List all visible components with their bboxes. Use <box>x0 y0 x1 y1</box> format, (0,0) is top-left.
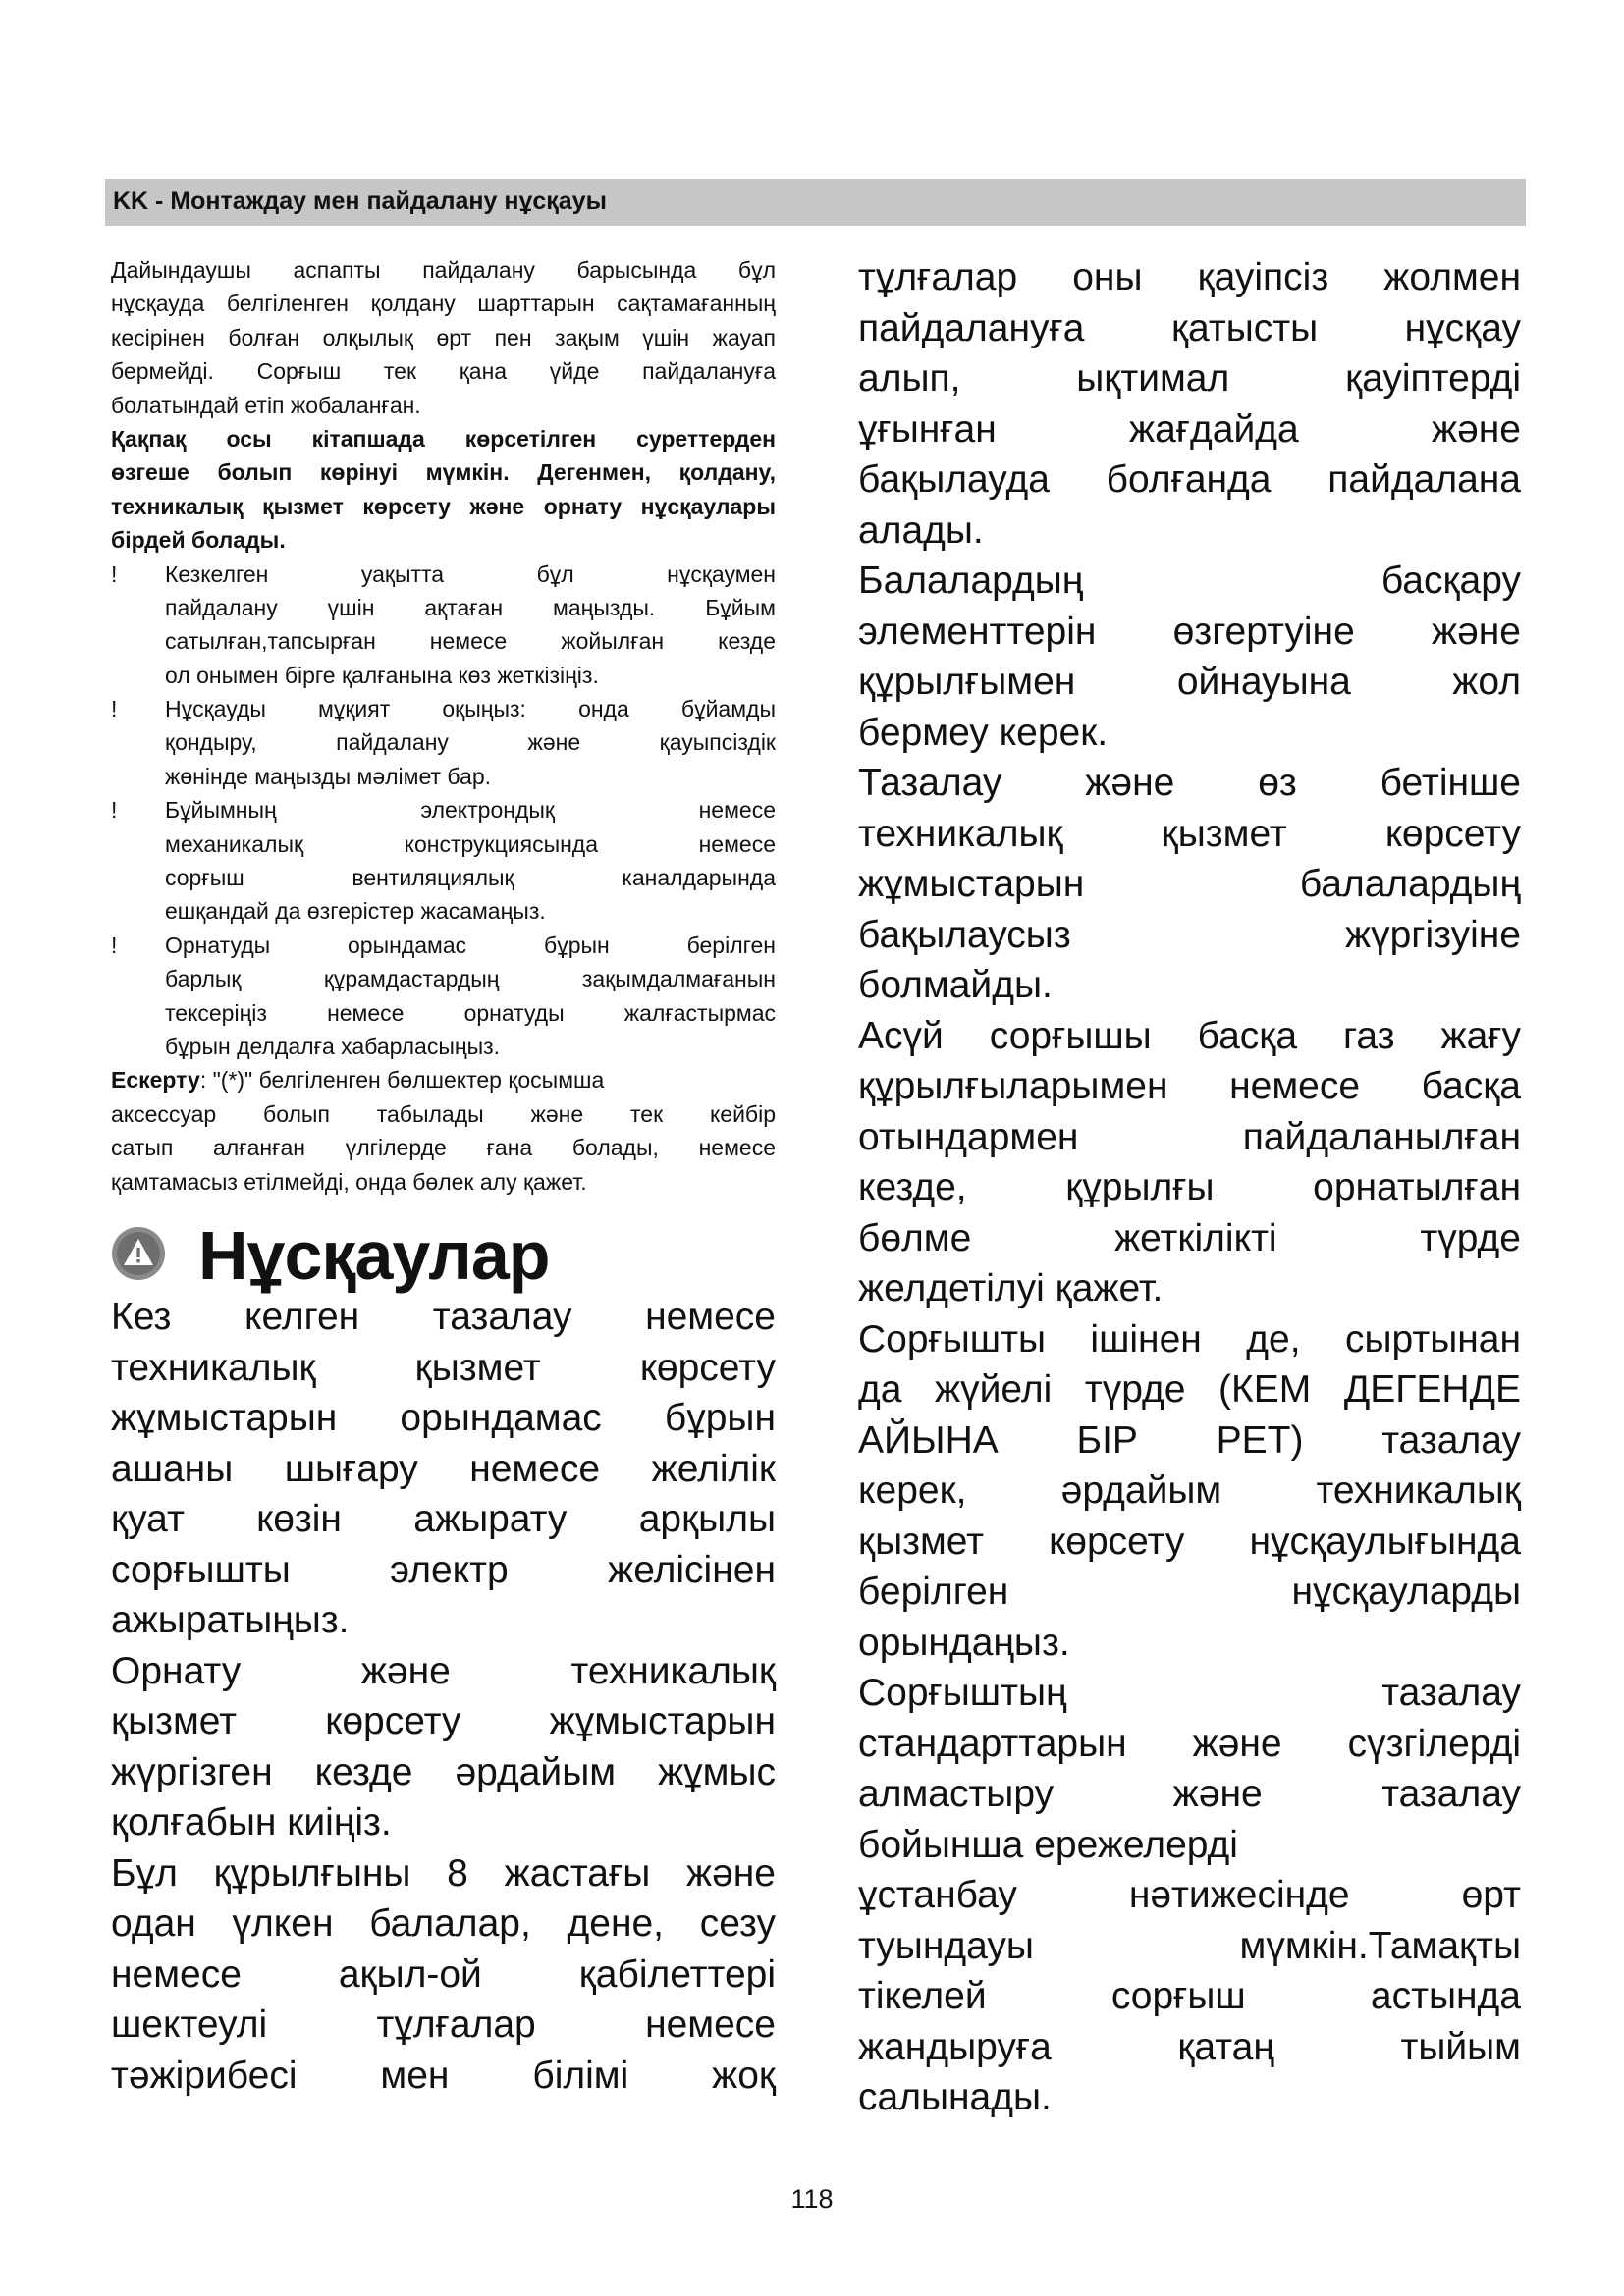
body-line: шектеулі тұлғалар немесе <box>111 2003 776 2046</box>
body-line: кезде, құрылғы орнатылған <box>858 1166 1521 1208</box>
body-line: АЙЫНА БІР РЕТ) тазалау <box>858 1418 1521 1462</box>
body-line: отындармен пайдаланылған <box>858 1115 1521 1158</box>
body-line: құрылғыларымен немесе басқа <box>858 1065 1521 1107</box>
body-line: жұмыстарын орындамас бұрын <box>111 1397 776 1439</box>
body-line: тұлғалар оны қауіпсіз жолмен <box>858 256 1521 298</box>
body-line: Орнату және техникалық <box>111 1649 776 1692</box>
body-line: алады. <box>858 508 984 552</box>
bullet-line: Кезкелген уақытта бұл нұсқаумен <box>165 561 776 587</box>
note-first-line-text: : "(*)" белгіленген бөлшектер қосымша <box>199 1067 605 1094</box>
body-line: бақылауда болғанда пайдалана <box>858 458 1521 501</box>
body-line: керек, әрдайым техникалық <box>858 1469 1521 1512</box>
note-line: қамтамасыз етілмейді, онда бөлек алу қажет. <box>111 1168 587 1195</box>
bullet-item <box>111 692 776 793</box>
bold-line: бірдей болады. <box>111 527 286 554</box>
bullet-item <box>111 929 776 1064</box>
body-line: алмастыру және тазалау <box>858 1773 1521 1815</box>
bold-paragraph <box>111 422 776 558</box>
body-line: немесе ақыл-ой қабілеттері <box>111 1952 776 1996</box>
body-line: тікелей сорғыш астында <box>858 1975 1521 2017</box>
note-first-line <box>111 1063 776 1096</box>
body-line: ұстанбау нәтижесінде өрт <box>858 1874 1521 1916</box>
body-line: алып, ықтимал қауіптерді <box>858 357 1521 400</box>
body-line: берілген нұсқауларды <box>858 1571 1521 1613</box>
exclamation-mark: ! <box>111 561 118 587</box>
note-line: сатып алғанған үлгілерде ғана болады, немесе <box>111 1135 776 1161</box>
body-line: желдетілуі қажет. <box>858 1267 1164 1309</box>
body-line: ашаны шығару немесе желілік <box>111 1447 776 1490</box>
body-line: техникалық қызмет көрсету <box>858 812 1521 855</box>
body-line: бөлме жеткілікті түрде <box>858 1216 1521 1259</box>
bullet-line: бұрын делдалға хабарласыңыз. <box>165 1033 501 1059</box>
intro-line: болатындай етіп жобаланған. <box>111 392 421 418</box>
bullet-item <box>111 793 776 929</box>
body-line: Бұл құрылғыны 8 жастағы және <box>111 1851 776 1895</box>
bullet-line: ешқандай да өзгерістер жасамаңыз. <box>165 898 546 925</box>
left-column-body <box>111 1292 776 2101</box>
body-line: Тазалау және өз бетінше <box>858 762 1521 804</box>
right-column-body <box>858 252 1521 2123</box>
bold-line: техникалық қызмет көрсету және орнату нұсқаулары <box>111 493 776 519</box>
bullet-line: тексеріңіз немесе орнатуды жалғастырмас <box>165 999 776 1026</box>
body-line: қолғабын киіңіз. <box>111 1801 392 1843</box>
body-line: одан үлкен балалар, дене, сезу <box>111 1902 776 1945</box>
bullet-line: механикалық конструкциясында немесе <box>165 830 776 857</box>
body-line: Сорғышты ішінен де, сыртынан <box>858 1317 1521 1361</box>
bullet-line: сорғыш вентиляциялық каналдарында <box>165 865 776 891</box>
body-line: бойынша ережелерді <box>858 1823 1238 1866</box>
body-line: жандыруға қатаң тыйым <box>858 2025 1521 2068</box>
page-number: 118 <box>790 2184 834 2214</box>
body-line: ажыратыңыз. <box>111 1599 350 1641</box>
header-title: KK - Монтаждау мен пайдалану нұсқауы <box>113 187 607 215</box>
bullet-item <box>111 558 776 693</box>
body-line: техникалық қызмет көрсету <box>111 1346 776 1389</box>
bullet-line: Бұйымның электрондық немесе <box>165 797 776 824</box>
left-column-small-text <box>111 253 776 1199</box>
exclamation-mark: ! <box>111 797 118 824</box>
body-line: Кез келген тазалау немесе <box>111 1296 776 1338</box>
bullet-line: ол онымен бірге қалғанына көз жеткізіңіз. <box>165 662 599 688</box>
bold-line: Қақпақ осы кітапшада көрсетілген суреттерден <box>111 425 776 452</box>
bullet-line: пайдалану үшін ақтаған маңызды. Бұйым <box>165 594 776 620</box>
body-line: қуат көзін ажырату арқылы <box>111 1498 776 1540</box>
intro-line: кесірінен болған олқылық өрт пен зақым үшін жауап <box>111 324 776 350</box>
body-line: жұмыстарын балалардың <box>858 863 1521 905</box>
body-line: сорғышты электр желісінен <box>111 1548 776 1591</box>
intro-paragraph <box>111 253 776 422</box>
body-line: орындаңыз. <box>858 1621 1070 1664</box>
body-line: бақылаусыз жүргізуіне <box>858 913 1521 956</box>
note-paragraph <box>111 1063 776 1199</box>
body-line: құрылғымен ойнауына жол <box>858 661 1521 703</box>
body-line: қызмет көрсету жұмыстарын <box>111 1700 776 1742</box>
body-line: элементтерін өзгертуіне және <box>858 610 1521 653</box>
intro-line: нұсқауда белгіленген қолдану шарттарын сақтамағанның <box>111 291 776 317</box>
body-line: туындауы мүмкін.Тамақты <box>858 1924 1521 1967</box>
section-heading-text: Нұсқаулар <box>198 1217 550 1294</box>
bullet-line: Орнатуды орындамас бұрын берілген <box>165 932 776 958</box>
body-line: ұғынған жағдайда және <box>858 407 1521 451</box>
body-line: тәжірибесі мен білімі жоқ <box>111 2054 776 2097</box>
exclamation-mark: ! <box>111 696 118 722</box>
body-line: болмайды. <box>858 964 1053 1006</box>
header-band <box>105 179 1526 226</box>
intro-line: Дайындаушы аспапты пайдалану барысында бұл <box>111 257 776 283</box>
body-line: стандарттарын және сүзгілерді <box>858 1722 1521 1765</box>
body-line: Сорғыштың тазалау <box>858 1672 1521 1714</box>
body-line: салынады. <box>858 2076 1052 2118</box>
exclamation-mark: ! <box>111 932 118 958</box>
bullet-line: барлық құрамдастардың зақымдалмағанын <box>165 966 776 992</box>
body-line: қызмет көрсету нұсқаулығында <box>858 1520 1521 1563</box>
bullet-line: Нұсқауды мұқият оқыңыз: онда бұйамды <box>165 696 776 722</box>
note-line: аксессуар болып табылады және тек кейбір <box>111 1100 776 1127</box>
bullet-line: сатылған,тапсырған немесе жойылған кезде <box>165 628 776 655</box>
intro-line: бермейді. Сорғыш тек қана үйде пайдалануға <box>111 358 776 385</box>
bold-line: өзгеше болып көрінуі мүмкін. Дегенмен, қолдану, <box>111 459 776 486</box>
body-line: да жүйелі түрде (КЕМ ДЕГЕНДЕ <box>858 1368 1521 1411</box>
body-line: пайдалануға қатысты нұсқау <box>858 306 1521 349</box>
body-line: Асүй сорғышы басқа газ жағу <box>858 1014 1521 1057</box>
note-label: Ескерту <box>111 1067 200 1094</box>
body-line: Балалардың басқару <box>858 560 1521 602</box>
warning-icon <box>111 1226 166 1281</box>
body-line: жүргізген кезде әрдайым жұмыс <box>111 1750 776 1793</box>
bullet-line: жөнінде маңызды мәлімет бар. <box>165 763 492 789</box>
body-line: бермеу керек. <box>858 711 1109 754</box>
bullet-line: қондыру, пайдалану және қауыпсіздік <box>165 729 776 756</box>
